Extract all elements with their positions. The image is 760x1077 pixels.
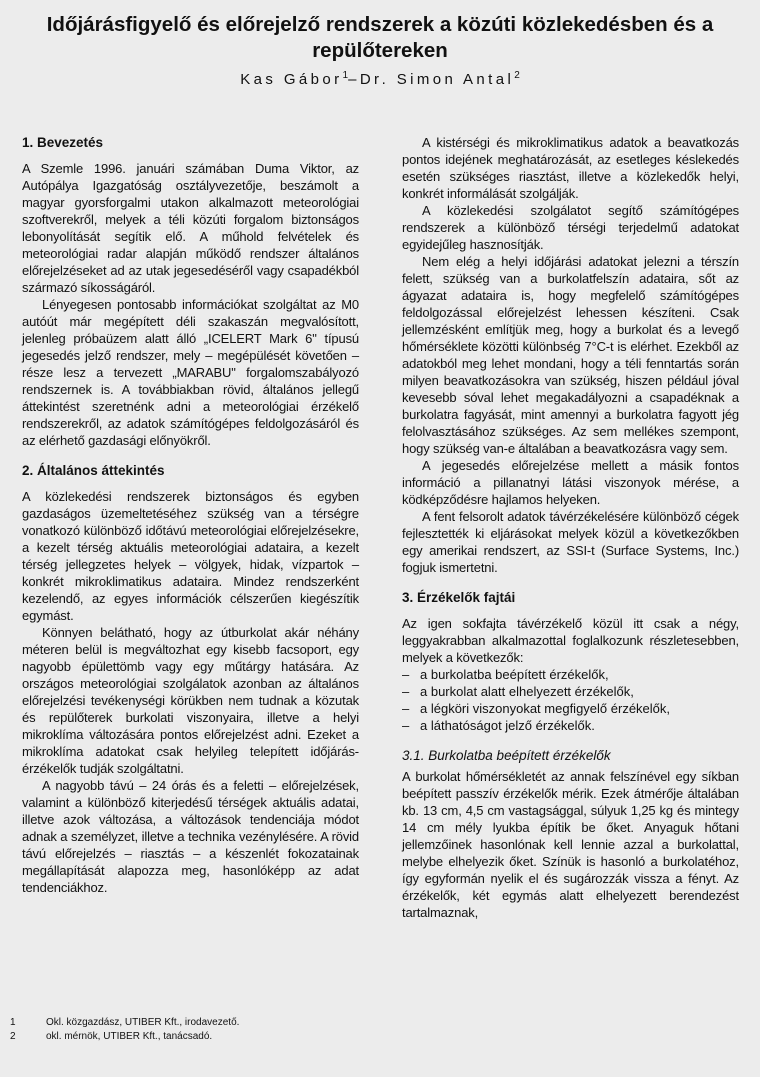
article-title: Időjárásfigyelő és előrejelző rendszerek a közúti közlekedésben és a repülőtereken [46,13,714,62]
author-1-footnote-mark: 1 [342,70,349,81]
footnote [10,1030,370,1044]
author-line [0,70,760,88]
paragraph: A fent felsorolt adatok távérzékelésére különböző cégek fejlesztették ki eljárásokat melyek közül a következőkben egy amerikai rendszert, az SSI-t (Surface Systems, Inc.) fogjuk ismertetni. [402,509,739,575]
paragraph: A nagyobb távú – 24 órás és a feletti – előrejelzések, valamint a különböző kiterjedésű térségek aktuális adatai, illetve azok változása, a változások tendenciája módot adnak a személyzet, illetve a technika vezénylésére. A rövid távú előrejelzés – riasztás – a készenlét fokozatainak megállapítását alapozza meg, hasonlóképp az adat tendenciákhoz. [22,778,359,895]
paragraph: A kistérségi és mikroklimatikus adatok a beavatkozás pontos idejének meghatározását, az esetleges késlekedés esetén szükséges riasztást, illetve a közlekedők helyi, konkrét informálását szolgálják. [402,135,739,201]
footnote-number: 2 [10,1031,16,1042]
footnote-text: okl. mérnök, UTIBER Kft., tanácsadó. [46,1031,213,1042]
footnote-text: Okl. közgazdász, UTIBER Kft., irodavezető. [46,1017,240,1028]
author-separator: – [348,71,360,88]
paragraph: A Szemle 1996. januári számában Duma Viktor, az Autópálya Igazgatóság osztályvezetője, beszámolt a magyar gyorsforgalmi utakon alkalmazott meteorológiai szoftverekről, melyek a téli közúti forgalom biztonságos lebonyolítását segítik elő. A műhold felvételek és meteorológiai radar alapján működő rendszer általános előrejelzéseket ad az utak jegesedéséről vagy csapadékból származó síkosságáról. [22,161,359,295]
paragraph: A jegesedés előrejelzése mellett a másik fontos információ a pillanatnyi látási viszonyok mérése, a ködképződésre hajlamos helyeken. [402,458,739,507]
subsection-heading: 3.1. Burkolatba beépített érzékelők [402,748,611,763]
sensor-list [402,666,739,734]
list-item: – a légköri viszonyokat megfigyelő érzékelők, [402,701,671,716]
paragraph: Lényegesen pontosabb információkat szolgáltat az M0 autóút már megépített déli szakaszán megvalósított, jelenleg próbaüzem alatt álló „ICELERT Mark 6" típusú jegesedés jelző rendszer, mely – megépülését követően – része lesz a tervezett „MARABU" forgalomszabályozó rendszernek is. A továbbiakban rövid, általános jellegű áttekintést szeretnénk adni a meteorológiai érzékelő rendszerekről, az adatok számítógépes feldolgozásáról és az elérhető gazdasági előnyökről. [22,297,359,448]
right-column [402,134,739,921]
list-item: – a burkolatba beépített érzékelők, [402,667,609,682]
footnote-number: 1 [10,1017,16,1028]
section-heading-intro: 1. Bevezetés [22,135,104,150]
footnote [10,1016,370,1030]
left-column [22,134,359,896]
author-2: Dr. Simon Antal [359,71,515,88]
paragraph: Könnyen belátható, hogy az útburkolat akár néhány méteren belül is megváltozhat egy kisebb facsoport, egy nagyobb épülettömb vagy egy műtárgy hatására. Az országos meteorológiai szolgálatok azonban az általános előrejelzési tevékenységi körükben nem tudnak a közutak és repülőterek burkolati viszonyaira, illetve a helyi mikroklíma változására pontos előrejelzést adni. Ezeket a mikroklíma adatokat csak helyileg telepített időjárás-érzékelők tudják szolgáltatni. [22,625,359,776]
author-1: Kas Gábor [240,71,343,88]
section-heading-overview: 2. Általános áttekintés [22,463,165,478]
author-2-footnote-mark: 2 [514,70,520,81]
paragraph: A közlekedési rendszerek biztonságos és egyben gazdaságos üzemeltetéséhez szükség van a térségre vonatkozó különböző időtávú meteorológiai előrejelzésekre, a kezelt térség aktuális meteorológiai adataira, a kezelt térség jellegzetes helyek – völgyek, hidak, vízpartok – konkrét mikroklimatikus adataira. Mindez rendszerként kezelendő, az egyes információk célszerűen kiegészítik egymást. [22,489,359,623]
section-heading-sensors: 3. Érzékelők fajtái [402,590,516,605]
paragraph: Az igen sokfajta távérzékelő közül itt csak a négy, leggyakrabban alkalmazottal foglalkozunk részletesebben, melyek a következők: [402,616,739,665]
list-dash: – [402,701,410,716]
list-dash: – [402,718,410,733]
footnotes [10,1016,370,1044]
paragraph: A közlekedési szolgálatot segítő számítógépes rendszerek a különböző térségi terjedelmű adatokat egyidejűleg hasznosítják. [402,203,739,252]
paragraph: A burkolat hőmérsékletét az annak felszínével egy síkban beépített passzív érzékelők mérik. Ezek átmérője általában kb. 13 cm, 4,5 cm vastagsággal, súlyuk 1,25 kg és mintegy 14 cm mély lyukba építik be őket. Anyaguk hőtani jellemzőinek hasonlónak kell lennie azzal a burkolattal, melybe elhelyezik őket. Színük is hasonló a burkolatéhoz, így egyformán nyelik el és sugározzák vissza a fényt. Az érzékelők, két egymás alatt elhelyezett berendezést tartalmaznak, [402,769,739,920]
list-item: – a burkolat alatt elhelyezett érzékelők, [402,684,634,699]
list-dash: – [402,667,410,682]
list-dash: – [402,684,410,699]
list-item: – a láthatóságot jelző érzékelők. [402,718,595,733]
paragraph: Nem elég a helyi időjárási adatokat jelezni a térszín felett, szükség van a burkolatfelszín adataira, sőt az ágyazat adataira is, hogy megfelelő számítógépes feldolgozással előrejelzést lehessen készíteni. Csak jellemzésként említjük meg, hogy a burkolat és a levegő hőmérséklete közötti különbség 7°C-t is elérhet. Ezekből az adatokból meg lehet mondani, hogy a téli fenntartás során milyen beavatkozásokra van szükség, hiszen például jóval kevesebb sóval lehet megakadályozni a csapadéknak a burkolatra fagyását, mint amennyi a burkolatra fagyott jég felolvasztásához szükséges. Az sem mellékes szempont, hogy szükség van-e általában a beavatkozásra vagy sem. [402,254,739,456]
